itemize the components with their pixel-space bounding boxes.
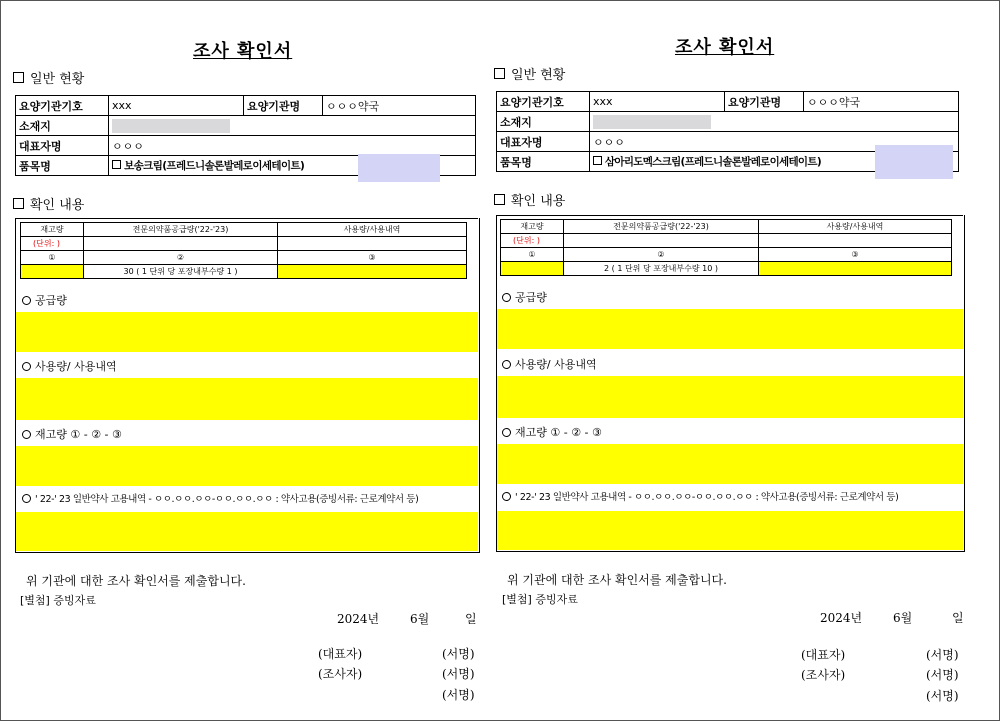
circle-bullet-icon — [502, 293, 511, 302]
document-title: 조사 확인서 — [193, 41, 293, 62]
section-general-label: 일반 현황 — [511, 68, 566, 83]
supply-yellow-band — [16, 312, 478, 352]
investigator-signature-label: (조사자) — [318, 667, 363, 681]
supply-yellow-band — [497, 309, 963, 349]
date-day: 일 — [465, 612, 477, 626]
num-3: ③ — [759, 248, 952, 262]
checkbox-icon — [593, 156, 602, 165]
name-label: 요양기관명 — [725, 92, 804, 112]
investigator-signature-label: (조사자) — [801, 668, 846, 682]
circle-bullet-icon — [22, 430, 31, 439]
attachment-label: [별첨] 증빙자료 — [502, 593, 578, 606]
section-general-label: 일반 현황 — [30, 72, 85, 87]
address-value — [109, 116, 476, 136]
rep-signature-label: (대표자) — [318, 647, 363, 661]
checkbox-icon — [13, 198, 24, 209]
rep-label: 대표자명 — [16, 136, 109, 156]
redacted-address — [112, 119, 230, 133]
rep-sign: (서명) — [926, 648, 959, 662]
investigator-sign: (서명) — [442, 667, 475, 681]
num-3: ③ — [278, 251, 467, 265]
checkbox-icon — [494, 194, 505, 205]
unit-cell: (단위: ) — [21, 237, 84, 251]
supply-qty: 30 ( 1 단위 당 포장내부수량 1 ) — [84, 265, 278, 279]
usage-block-text: 사용량/ 사용내역 — [515, 358, 597, 371]
usage-yellow-band — [497, 376, 963, 418]
name-value: ㅇㅇㅇ약국 — [804, 92, 959, 112]
name-label: 요양기관명 — [244, 96, 323, 116]
rep-label: 대표자명 — [497, 132, 590, 152]
supply-block-label — [502, 289, 547, 305]
employ-yellow-band — [497, 511, 963, 550]
item-value: 삼아리도멕스크림(프레드니솔론발레로이세테이트) — [604, 156, 821, 168]
section-general — [13, 68, 84, 87]
checkbox-icon — [494, 68, 505, 79]
code-value: xxx — [590, 92, 725, 112]
item-value: 보송크림(프레드니솔론발레로이세테이트) — [124, 160, 305, 172]
employ-block-text: ' 22-' 23 일반약사 고용내역 - ㅇㅇ.ㅇㅇ.ㅇㅇ-ㅇㅇ.ㅇㅇ.ㅇㅇ : 약사고용(증빙서류: 근로계약서 등) — [515, 492, 899, 503]
circle-bullet-icon — [502, 492, 511, 501]
num-2: ② — [564, 248, 759, 262]
address-label: 소재지 — [497, 112, 590, 132]
stock-header: 재고량 — [501, 220, 564, 234]
extra-sign: (서명) — [926, 689, 959, 703]
code-label: 요양기관기호 — [497, 92, 590, 112]
circle-bullet-icon — [22, 362, 31, 371]
usage-header: 사용량/사용내역 — [278, 223, 467, 237]
usage-yellow-band — [16, 378, 478, 420]
stock-header: 재고량 — [21, 223, 84, 237]
redacted-address — [593, 115, 711, 129]
section-confirm — [13, 194, 84, 213]
usage-block-label — [22, 358, 117, 374]
submit-statement: 위 기관에 대한 조사 확인서를 제출합니다. — [507, 573, 727, 587]
name-value: ㅇㅇㅇ약국 — [323, 96, 476, 116]
employ-block-label — [502, 489, 898, 503]
item-label: 품목명 — [16, 156, 109, 176]
document-title: 조사 확인서 — [675, 37, 775, 58]
section-confirm-label: 확인 내용 — [30, 198, 85, 213]
date-month: 6월 — [410, 612, 430, 626]
stock-block-label — [502, 424, 602, 440]
circle-bullet-icon — [502, 428, 511, 437]
submit-statement: 위 기관에 대한 조사 확인서를 제출합니다. — [26, 574, 246, 588]
rep-value: ㅇㅇㅇ — [109, 136, 476, 156]
section-general — [494, 64, 565, 83]
supply-block-text: 공급량 — [35, 294, 67, 307]
supply-block-text: 공급량 — [515, 291, 547, 304]
stock-block-label — [22, 426, 122, 442]
usage-block-text: 사용량/ 사용내역 — [35, 360, 117, 373]
stock-block-text: 재고량 ① - ② - ③ — [515, 426, 602, 439]
unit-cell: (단위: ) — [501, 234, 564, 248]
investigator-sign: (서명) — [926, 668, 959, 682]
num-1: ① — [501, 248, 564, 262]
rep-value: ㅇㅇㅇ — [590, 132, 959, 152]
section-confirm — [494, 190, 565, 209]
extra-sign: (서명) — [442, 688, 475, 702]
usage-block-label — [502, 356, 597, 372]
supply-header: 전문의약품공급량('22-'23) — [84, 223, 278, 237]
right-document — [480, 0, 980, 721]
supply-qty: 2 ( 1 단위 당 포장내부수량 10 ) — [564, 262, 759, 276]
num-2: ② — [84, 251, 278, 265]
attachment-label: [별첨] 증빙자료 — [20, 594, 96, 607]
supply-block-label — [22, 292, 67, 308]
circle-bullet-icon — [502, 360, 511, 369]
code-label: 요양기관기호 — [16, 96, 109, 116]
supply-header: 전문의약품공급량('22-'23) — [564, 220, 759, 234]
stock-yellow-band — [16, 446, 478, 486]
circle-bullet-icon — [22, 296, 31, 305]
redacted-highlight — [875, 145, 953, 179]
usage-header: 사용량/사용내역 — [759, 220, 952, 234]
rep-signature-label: (대표자) — [801, 648, 846, 662]
redacted-highlight — [358, 154, 440, 182]
item-label: 품목명 — [497, 152, 590, 172]
stock-yellow-band — [497, 444, 963, 484]
address-label: 소재지 — [16, 116, 109, 136]
checkbox-icon — [13, 72, 24, 83]
date-year: 2024년 — [820, 611, 863, 625]
checkbox-icon — [112, 160, 121, 169]
date-day: 일 — [952, 611, 964, 625]
num-1: ① — [21, 251, 84, 265]
circle-bullet-icon — [22, 494, 31, 503]
employ-yellow-band — [16, 512, 478, 551]
employ-block-label — [22, 491, 418, 505]
date-year: 2024년 — [337, 612, 380, 626]
rep-sign: (서명) — [442, 647, 475, 661]
section-confirm-label: 확인 내용 — [511, 194, 566, 209]
date-month: 6월 — [893, 611, 913, 625]
employ-block-text: ' 22-' 23 일반약사 고용내역 - ㅇㅇ.ㅇㅇ.ㅇㅇ-ㅇㅇ.ㅇㅇ.ㅇㅇ : 약사고용(증빙서류: 근로계약서 등) — [35, 494, 419, 505]
address-value — [590, 112, 959, 132]
stock-block-text: 재고량 ① - ② - ③ — [35, 428, 122, 441]
code-value: xxx — [109, 96, 244, 116]
